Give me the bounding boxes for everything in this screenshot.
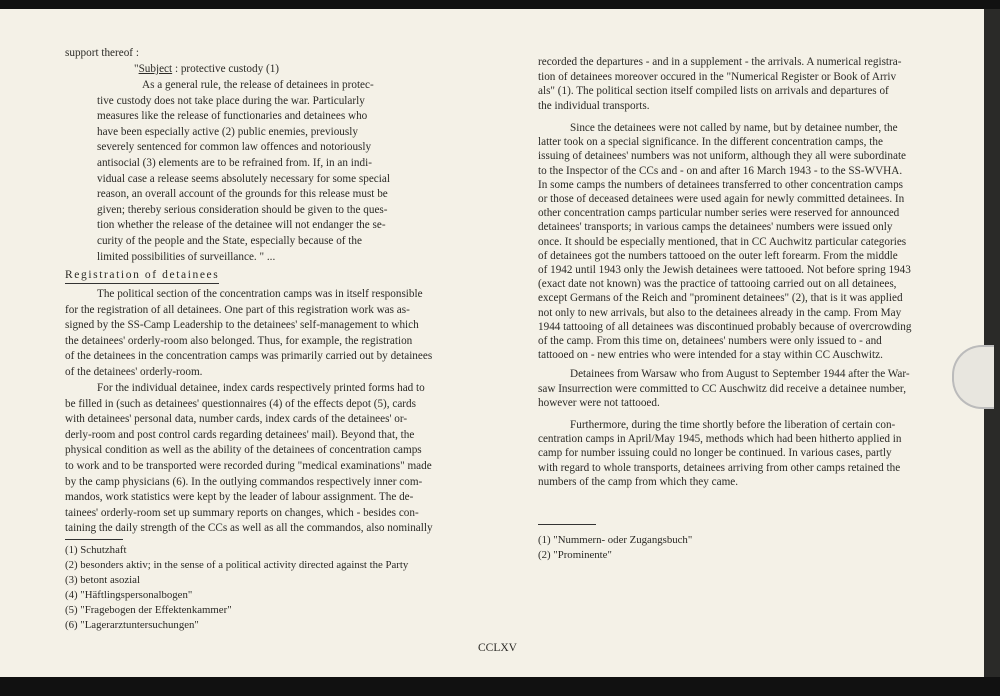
quote-line: severely sentenced for common law offences and notoriously: [97, 141, 372, 154]
text-line: other concentration camps particular number series were reserved for announced: [538, 207, 900, 220]
text-line: (exact date not known) was the practice of tattooing carried out on all detainees,: [538, 278, 897, 291]
paragraph-warsaw: [538, 367, 910, 411]
text-line: recorded the departures - and in a supplement - the arrivals. A numerical registra-: [538, 56, 902, 68]
text-line: signed by the SS-Camp Leadership to the detainees' self-management to which: [65, 319, 419, 332]
footnote-rule: [538, 524, 596, 525]
footnotes-right: [538, 533, 692, 563]
text-line: For the individual detainee, index cards respectively printed forms had to: [97, 382, 425, 394]
text-line: derly-room and post control cards regarding detainees' mail). Beyond that, the: [65, 428, 415, 441]
footnote: (2) "Prominente": [538, 549, 612, 561]
text-line: of 1942 until 1943 only the Jewish detainees were tattooed. Not before spring 1943: [538, 264, 911, 277]
footnotes-left: [65, 543, 408, 633]
text-line: centration camps in April/May 1945, methods which had been hitherto applied in: [538, 433, 902, 446]
quote-block: [97, 78, 390, 265]
text-line: saw Insurrection were committed to CC Auschwitz did receive a detainee number,: [538, 382, 906, 395]
quote-line: tion whether the release of the detainee will not endanger the se-: [97, 219, 386, 232]
quote-line: measures like the release of functionaries and detainees who: [97, 110, 368, 123]
text-line: issuing of detainees' numbers was not uniform, although they all were subordinate: [538, 150, 907, 163]
intro-text: support thereof :: [65, 47, 139, 59]
paragraph-departures: [538, 55, 901, 113]
text-line: the individual transports.: [538, 99, 650, 112]
text-line: mandos, work statistics were kept by the leader of labour assignment. The de-: [65, 491, 414, 504]
quote-subject: "Subject : protective custody (1): [134, 63, 280, 75]
text-line: camp for number issuing could no longer be continued. In various cases, partly: [538, 447, 892, 460]
footnote: (1) Schutzhaft: [65, 544, 127, 556]
text-line: the detainees' orderly-room also belonged. Thus, for example, the registration: [65, 334, 413, 347]
text-line: als" (1). The political section itself compiled lists on arrivals and departures of: [538, 85, 889, 98]
footnote: (6) "Lagerarztuntersuchungen": [65, 619, 199, 631]
text-line: once. It should be especially mentioned, that in CC Auchwitz particular categories: [538, 235, 907, 248]
text-line: Since the detainees were not called by name, but by detainee number, the: [570, 122, 898, 134]
footnote: (2) besonders aktiv; in the sense of a political activity directed against the Party: [65, 559, 409, 571]
text-line: tainees' orderly-room set up summary reports on changes, which - besides con-: [65, 506, 419, 519]
text-line: numbers of the camp from which they came.: [538, 475, 739, 488]
text-line: of detainees got the numbers tattooed on the outer left forearm. From the middle: [538, 249, 898, 262]
text-line: by the camp physicians (6). In the outlying commandos respectively inner com-: [65, 475, 423, 488]
text-line: for the registration of all detainees. One part of this registration work was as-: [65, 303, 410, 316]
text-line: latter took on a special significance. In the different concentration camps, the: [538, 136, 883, 149]
text-line: of the detainees in the concentration camps was primarily carried out by detainees: [65, 350, 433, 363]
text-line: In some camps the numbers of detainees transferred to other concentration camps: [538, 178, 904, 191]
footnote: (5) "Fragebogen der Effektenkammer": [65, 604, 232, 616]
text-line: to work and to be transported were recorded during "medical examinations" made: [65, 459, 432, 472]
text-line: except Germans of the Reich and "prominent detainees" (2), that is it was applied: [538, 292, 903, 305]
quote-line: antisocial (3) elements are to be refrained from. If, in an indi-: [97, 156, 372, 169]
text-line: of the detainees' orderly-room.: [65, 365, 203, 378]
page-number: CCLXV: [478, 642, 517, 654]
subject-label: Subject: [138, 63, 173, 75]
text-line: to the Inspector of the CCs and - on and after 16 March 1943 - to the SS-WVHA.: [538, 164, 903, 177]
text-line: tattooed on - new entries who were intended for a stay within CC Auschwitz.: [538, 349, 883, 362]
paragraph-liberation: [538, 418, 902, 489]
text-line: of the camp. From this time on, detainees' numbers were only issued to - and: [538, 335, 882, 348]
text-line: detainees' transports; in various camps the detainees' numbers were issued only: [538, 221, 893, 234]
text-line: with detainees' personal data, number cards, index cards of the detainees' or-: [65, 413, 408, 426]
text-line: be filled in (such as detainees' questionnaires (4) of the effects depot (5), cards: [65, 397, 416, 410]
text-line: with regard to whole transports, detainees arriving from other camps retained the: [538, 461, 901, 474]
footnote: (1) "Nummern- oder Zugangsbuch": [538, 534, 693, 546]
quote-line: given; thereby serious consideration should be given to the ques-: [97, 203, 388, 216]
paragraph-index-cards: [65, 381, 433, 537]
text-line: Furthermore, during the time shortly before the liberation of certain con-: [570, 419, 896, 431]
footnote: (3) betont asozial: [65, 574, 140, 586]
footnote-rule: [65, 539, 123, 540]
quote-line: vidual case a release seems absolutely necessary for some special: [97, 172, 390, 185]
quote-line: reason, an overall account of the grounds for this release must be: [97, 188, 388, 201]
text-line: taining the daily strength of the CCs as well as all the commandos, also nominally: [65, 522, 433, 535]
text-line: The political section of the concentration camps was in itself responsible: [97, 288, 423, 300]
quote-line: curity of the people and the State, especially because of the: [97, 234, 362, 247]
paragraph-registration: [65, 287, 432, 381]
text-line: or those of deceased detainees were used again for newly committed detainees. In: [538, 193, 905, 206]
quote-line: As a general rule, the release of detainees in protec-: [142, 79, 374, 91]
quote-line: have been especially active (2) public enemies, previously: [97, 125, 358, 138]
text-line: however were not tattooed.: [538, 397, 660, 410]
footnote: (4) "Häftlingspersonalbogen": [65, 589, 193, 601]
text-line: physical condition as well as the ability of the detainees of concentration camps: [65, 444, 422, 457]
scan-edge: [984, 9, 1000, 677]
text-line: not only to new arrivals, but also to the detainees already in the camp. From May: [538, 306, 902, 319]
text-line: 1944 tattooing of all detainees was discontinued probably because of overcrowding: [538, 320, 912, 333]
quote-line: limited possibilities of surveillance. " ...: [97, 250, 276, 263]
subject-text: : protective custody (1): [172, 63, 280, 75]
paragraph-numbers: [538, 121, 911, 362]
section-heading: Registration of detainees: [65, 268, 219, 284]
quote-line: tive custody does not take place during the war. Particularly: [97, 94, 365, 107]
text-line: tion of detainees moreover occured in the "Numerical Register or Book of Arriv: [538, 70, 897, 83]
text-line: Detainees from Warsaw who from August to September 1944 after the War-: [570, 368, 910, 380]
